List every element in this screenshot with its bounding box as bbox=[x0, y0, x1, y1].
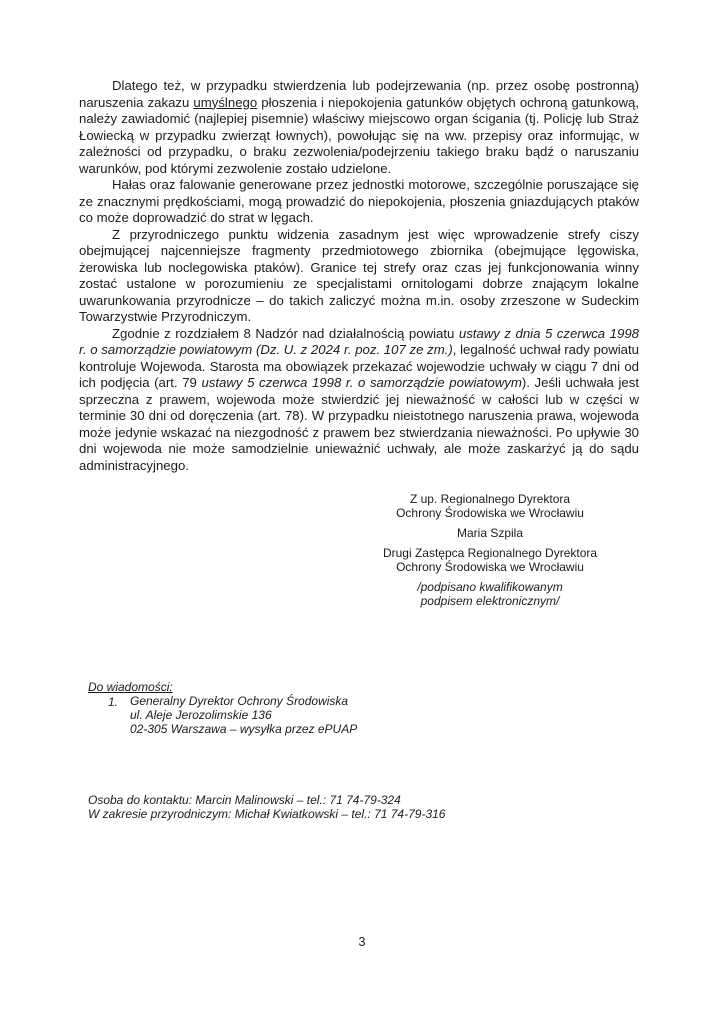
contact-line-general: Osoba do kontaktu: Marcin Malinowski – tel.: 71 74-79-324 bbox=[88, 793, 401, 807]
distribution-item bbox=[88, 695, 508, 736]
signature-authorization bbox=[340, 492, 640, 520]
body-text bbox=[79, 78, 639, 474]
electronic-signature-note-line2: podpisem elektronicznym/ bbox=[420, 594, 560, 608]
signature-authorization-line2: Ochrony Środowiska we Wrocławiu bbox=[396, 506, 584, 520]
distribution-item-address bbox=[130, 695, 508, 736]
contact-info bbox=[88, 793, 568, 821]
distribution-item-number: 1. bbox=[108, 695, 119, 709]
distribution-city-delivery: 02-305 Warszawa – wysyłka przez ePUAP bbox=[130, 721, 358, 736]
distribution-recipient: Generalny Dyrektor Ochrony Środowiska bbox=[130, 694, 349, 708]
electronic-signature-note bbox=[340, 580, 640, 608]
signer-title bbox=[340, 546, 640, 574]
signer-title-line2: Ochrony Środowiska we Wrocławiu bbox=[396, 560, 584, 574]
signature-block bbox=[340, 492, 640, 614]
signature-authorization-line1: Z up. Regionalnego Dyrektora bbox=[409, 492, 571, 506]
distribution-street: ul. Aleje Jerozolimskie 136 bbox=[130, 707, 272, 722]
page-number: 3 bbox=[358, 935, 366, 949]
paragraph-reporting-violations: Dlatego też, w przypadku stwierdzenia lub podejrzewania (np. przez osobę postronną) naruszenia zakazu umyślnego płoszenia i niepokojenia gatunków objętych ochroną gatunkową, należy zawiadomić (najlepiej pisemnie) właściwy miejscowo organ ścigania (tj. Policję lub Straż Łowiecką w przypadku zwierząt łownych), powołując się na ww. przepisy oraz informując, w zależności od przypadku, o braku zezwolenia/podejrzeniu takiego braku bądź o naruszaniu warunków, pod którymi zezwolenie zostało udzielone. bbox=[79, 78, 639, 176]
paragraph-noise-disturbance: Hałas oraz falowanie generowane przez jednostki motorowe, szczególnie poruszające się ze znacznymi prędkościami, mogą prowadzić do niepokojenia, płoszenia gniazdujących ptaków co może doprowadzić do strat w lęgach. bbox=[79, 177, 639, 225]
paragraph-quiet-zone: Z przyrodniczego punktu widzenia zasadnym jest więc wprowadzenie strefy ciszy obejmującej najcenniejsze fragmenty przedmiotowego zbiornika (obejmujące lęgowiska, żerowiska lub noclegowiska ptaków). Granice tej strefy oraz czas jej funkcjonowania winny zostać ustalone w porozumieniu ze specjalistami ornitologami dobrze znającym lokalne uwarunkowania przyrodnicze – do takich zaliczyć można m.in. osoby zrzeszone w Sudeckim Towarzystwie Przyrodniczym. bbox=[79, 226, 639, 324]
distribution-heading: Do wiadomości: bbox=[88, 680, 173, 694]
paragraph-legal-supervision: Zgodnie z rozdziałem 8 Nadzór nad działalnością powiatu ustawy z dnia 5 czerwca 1998 r. o samorządzie powiatowym (Dz. U. z 2024 r. poz. 107 ze zm.), legalność uchwał rady powiatu kontroluje Wojewoda. Starosta ma obowiązek przekazać wojewodzie uchwały w ciągu 7 dni od ich podjęcia (art. 79 ustawy 5 czerwca 1998 r. o samorządzie powiatowym). Jeśli uchwała jest sprzeczna z prawem, wojewoda może stwierdzić jej nieważność w całości lub w części w terminie 30 dni od doręczenia (art. 78). W przypadku nieistotnego naruszenia prawa, wojewoda może jedynie wskazać na niezgodność z prawem bez stwierdzania nieważności. Po upływie 30 dni wojewoda nie może samodzielnie unieważnić uchwały, ale może zaskarżyć ją do sądu administracyjnego. bbox=[79, 325, 639, 473]
distribution-list bbox=[88, 680, 508, 736]
electronic-signature-note-line1: /podpisano kwalifikowanym bbox=[417, 580, 563, 594]
signer-name: Maria Szpila bbox=[456, 526, 524, 540]
contact-line-nature: W zakresie przyrodniczym: Michał Kwiatkowski – tel.: 71 74-79-316 bbox=[88, 807, 446, 821]
signer-title-line1: Drugi Zastępca Regionalnego Dyrektora bbox=[382, 546, 598, 560]
